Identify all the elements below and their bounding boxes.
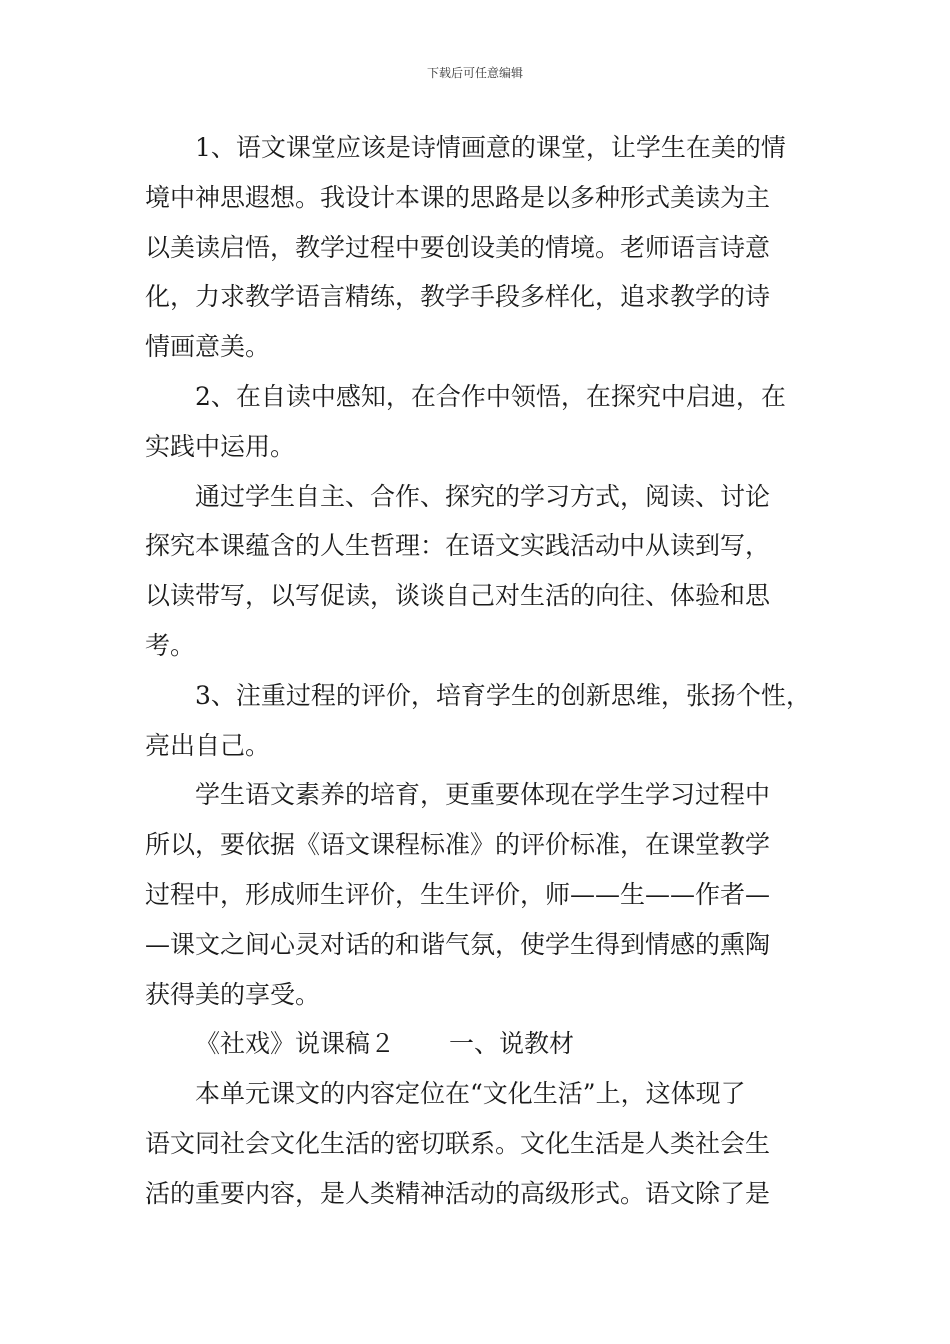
section-heading-line (145, 1019, 810, 1069)
paragraph-4 (145, 671, 810, 771)
paragraph-5 (145, 770, 810, 1019)
text-line: 本单元课文的内容定位在“文化生活”上，这体现了 (195, 1079, 746, 1109)
section-title: 《社戏》说课稿２ (195, 1029, 396, 1059)
text-line: 1、语文课堂应该是诗情画意的课堂，让学生在美的情 (195, 133, 786, 162)
text-line: 3、注重过程的评价，培育学生的创新思维，张扬个性， (195, 680, 811, 710)
section-heading (145, 1019, 810, 1069)
text-line: 获得美的享受。 (145, 979, 321, 1009)
text-line: 语文同社会文化生活的密切联系。文化生活是人类社会生 (145, 1128, 771, 1158)
text-line: 所以，要依据《语文课程标准》的评价标准，在课堂教学 (145, 830, 771, 860)
text-line: 考。 (145, 630, 196, 660)
text-line: 亮出自己。 (145, 730, 271, 760)
text-line: 活的重要内容，是人类精神活动的高级形式。语文除了是 (145, 1178, 771, 1208)
paragraph-2 (145, 372, 810, 472)
text-line: 2、在自读中感知，在合作中领悟，在探究中启迪，在 (195, 381, 786, 411)
text-line: 通过学生自主、合作、探究的学习方式，阅读、讨论 (195, 481, 771, 511)
paragraph-6 (145, 1069, 810, 1218)
text-line: 探究本课蕴含的人生哲理：在语文实践活动中从读到写， (145, 531, 771, 561)
page-header: 下载后可任意编辑 (426, 66, 523, 80)
document-body (145, 123, 810, 1219)
text-line: 学生语文素养的培育，更重要体现在学生学习过程中 (195, 780, 771, 810)
paragraph-1 (145, 123, 810, 372)
section-subtitle: 一、说教材 (449, 1029, 575, 1059)
text-line: 情画意美。 (145, 332, 271, 362)
text-line: —课文之间心灵对话的和谐气氛，使学生得到情感的熏陶 (145, 929, 771, 959)
text-line: 化，力求教学语言精练，教学手段多样化，追求教学的诗 (145, 282, 771, 312)
paragraph-3 (145, 472, 810, 671)
text-line: 以读带写，以写促读，谈谈自己对生活的向往、体验和思 (145, 581, 771, 611)
text-line: 以美读启悟，教学过程中要创设美的情境。老师语言诗意 (145, 232, 771, 262)
text-line: 境中神思遐想。我设计本课的思路是以多种形式美读为主 (145, 182, 771, 212)
text-line: 实践中运用。 (145, 431, 296, 461)
text-line: 过程中，形成师生评价，生生评价，师——生——作者— (145, 879, 771, 909)
